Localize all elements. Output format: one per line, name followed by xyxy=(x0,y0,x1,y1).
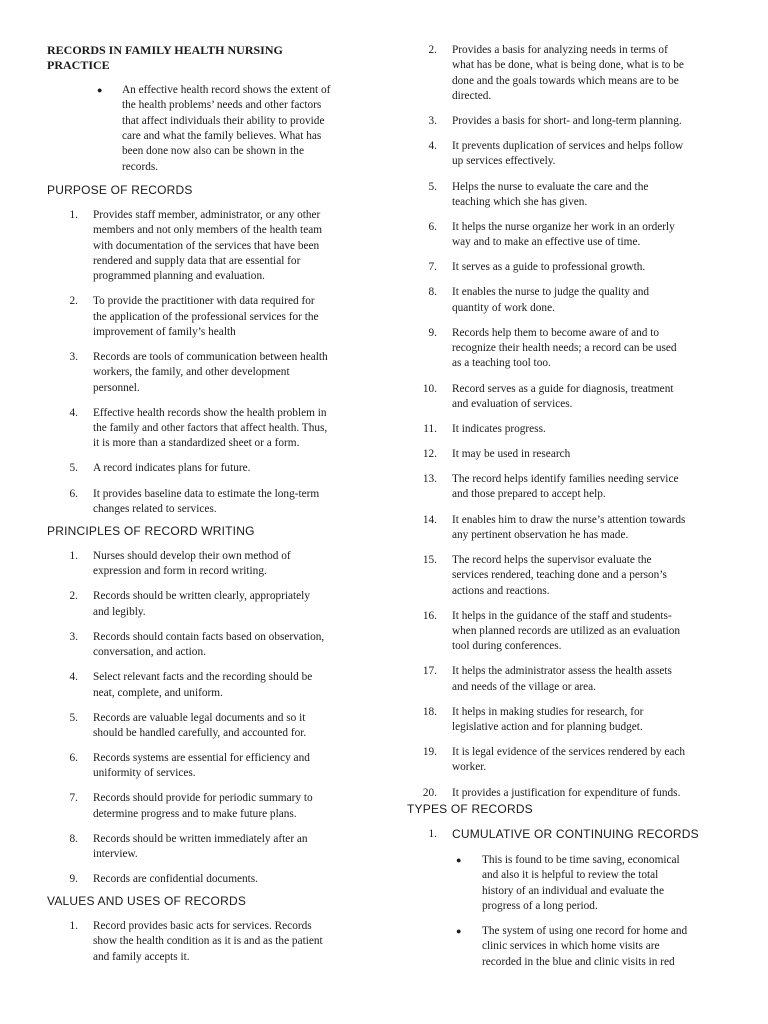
purpose-item-number: 2. xyxy=(69,295,78,308)
principle-item-number: 2. xyxy=(69,590,78,603)
value-item-item-text: Provides a basis for short- and long-term planning. xyxy=(452,115,682,127)
value-item-number: 17. xyxy=(422,665,437,678)
purpose-item-item-text: the family and other factors that affect health. Thus, xyxy=(93,422,328,434)
principle-item-item-text: Records should provide for periodic summary to xyxy=(93,792,313,805)
value-item-item-text: It may be used in research xyxy=(452,448,571,460)
value-item-item-text: Provides a basis for analyzing needs in terms of xyxy=(452,44,668,56)
value-item-item-text: teaching which she has given. xyxy=(452,195,588,208)
intro-bullet-text: records. xyxy=(122,160,159,173)
value-item-item-text: It helps in the guidance of the staff and students- xyxy=(452,609,672,622)
purpose-item-item-text: personnel. xyxy=(93,381,140,394)
value-item-number: 7. xyxy=(428,261,437,274)
value-item-item-text: what has be done, what is being done, what is to be xyxy=(452,59,684,72)
purpose-item-item-text: programmed planning and evaluation. xyxy=(93,270,265,283)
value-item-item-text: It helps in making studies for research, for xyxy=(452,705,644,718)
purpose-item-number: 1. xyxy=(69,209,78,221)
types-bullet-text: This is found to be time saving, economical xyxy=(482,854,680,866)
value-item-item-text: It provides a justification for expenditure of funds. xyxy=(452,786,681,799)
principle-item-item-text: determine progress and to make future plans. xyxy=(93,807,297,820)
principle-item-number: 7. xyxy=(69,792,78,805)
types-bullet-text: and also it is helpful to review the total xyxy=(482,869,659,882)
principle-item-number: 5. xyxy=(69,711,78,724)
purpose-item-number: 3. xyxy=(69,351,78,363)
section-heading-purpose: PURPOSE OF RECORDS xyxy=(47,183,193,197)
principle-item-number: 3. xyxy=(69,630,78,643)
value-item-item-text: services rendered, teaching done and a person’s xyxy=(452,569,667,582)
types-sub-heading: CUMULATIVE OR CONTINUING RECORDS xyxy=(452,827,699,841)
page-title: PRACTICE xyxy=(47,58,110,72)
purpose-item-item-text: A record indicates plans for future. xyxy=(93,462,251,475)
value-item-number: 20. xyxy=(422,786,437,799)
bullet-icon: ● xyxy=(97,85,103,95)
value-item-number: 18. xyxy=(422,705,437,718)
bullet-icon: ● xyxy=(456,855,462,865)
principle-item-item-text: neat, complete, and uniform. xyxy=(93,686,223,699)
value-item-item-text: It enables him to draw the nurse’s attention towards xyxy=(452,513,686,526)
section-heading-values: VALUES AND USES OF RECORDS xyxy=(47,894,247,908)
value-item-item-text: as a teaching tool too. xyxy=(452,357,551,370)
purpose-item-item-text: rendered and supply data that are essential for xyxy=(93,254,301,267)
purpose-item-item-text: It provides baseline data to estimate the long-term xyxy=(93,487,320,500)
value-item-number: 10. xyxy=(422,382,437,395)
value-item-item-text: It helps the administrator assess the health assets xyxy=(452,665,672,678)
value-item-item-text: quantity of work done. xyxy=(452,301,555,314)
principle-item-item-text: Select relevant facts and the recording should be xyxy=(93,671,313,684)
value-item-number: 8. xyxy=(428,286,437,299)
value-item-item-text: The record helps identify families needing service xyxy=(452,473,679,486)
value-item-number: 15. xyxy=(422,553,437,566)
value-item-number: 19. xyxy=(422,746,437,759)
section-heading-principles: PRINCIPLES OF RECORD WRITING xyxy=(47,524,255,538)
value-item-number: 3. xyxy=(428,115,437,127)
section-heading-types: TYPES OF RECORDS xyxy=(407,802,533,816)
value-item-item-text: when planned records are utilized as an evaluation xyxy=(452,624,681,637)
types-bullet-text: history of an individual and evaluate the xyxy=(482,884,664,897)
purpose-item-number: 4. xyxy=(69,406,78,419)
value-item-item-text: Record serves as a guide for diagnosis, treatment xyxy=(452,382,674,395)
types-bullet-text: progress of a long period. xyxy=(482,899,598,912)
value-item-item-text: way and to make an effective use of time. xyxy=(452,236,641,249)
value-item-item-text: up services effectively. xyxy=(452,155,556,168)
principle-item-item-text: Records are valuable legal documents and so it xyxy=(93,711,306,724)
intro-bullet-text: that affect individuals their ability to provide xyxy=(122,114,325,127)
purpose-item-item-text: To provide the practitioner with data required for xyxy=(93,295,315,308)
value-item-item-text: and evaluation of services. xyxy=(452,397,573,410)
value-item-item-text: It prevents duplication of services and helps follow xyxy=(452,140,684,153)
principle-item-number: 6. xyxy=(69,752,78,764)
value-item-number: 4. xyxy=(428,140,437,153)
principle-item-item-text: should be handled carefully, and accounted for. xyxy=(93,726,307,739)
principle-item-item-text: expression and form in record writing. xyxy=(93,565,267,578)
intro-bullet-text: An effective health record shows the extent of xyxy=(122,84,331,96)
value-item-number: 14. xyxy=(422,513,437,526)
purpose-item-item-text: Effective health records show the health problem in xyxy=(93,406,327,419)
value-item-number: 13. xyxy=(422,473,437,486)
value-item-item-text: It is legal evidence of the services rendered by each xyxy=(452,746,686,759)
value-item-number: 5. xyxy=(428,180,437,193)
types-sub-number: 1. xyxy=(428,828,437,840)
types-bullet-text: recorded in the blue and clinic visits in red xyxy=(482,955,675,968)
value-item-item-text: It indicates progress. xyxy=(452,422,546,435)
principle-item-item-text: and legibly. xyxy=(93,605,146,618)
principle-item-item-text: Records should be written immediately after an xyxy=(93,832,308,845)
bullet-icon: ● xyxy=(456,926,462,936)
value-item-item-text: recognize their health needs; a record can be used xyxy=(452,342,677,355)
value-item-number: 9. xyxy=(428,326,437,339)
purpose-item-item-text: the application of the professional services for the xyxy=(93,310,319,323)
value-item-number: 1. xyxy=(69,920,78,932)
purpose-item-item-text: members and not only members of the health team xyxy=(93,224,323,237)
purpose-item-number: 6. xyxy=(69,487,78,500)
value-item-item-text: directed. xyxy=(452,89,492,102)
value-item-item-text: done and the goals towards which means are to be xyxy=(452,74,679,87)
types-bullet-text: clinic services in which home visits are xyxy=(482,940,660,953)
value-item-item-text: It serves as a guide to professional growth. xyxy=(452,261,646,274)
intro-bullet-text: care and what the family believes. What has xyxy=(122,129,322,142)
principle-item-item-text: Nurses should develop their own method of xyxy=(93,550,291,562)
principle-item-item-text: uniformity of services. xyxy=(93,767,196,780)
types-bullet-text: The system of using one record for home and xyxy=(482,925,688,937)
purpose-item-item-text: Records are tools of communication between health xyxy=(93,351,328,363)
value-item-number: 6. xyxy=(428,220,437,233)
value-item-item-text: The record helps the supervisor evaluate the xyxy=(452,553,652,566)
value-item-item-text: any pertinent observation he has made. xyxy=(452,528,629,541)
purpose-item-item-text: changes related to services. xyxy=(93,502,217,515)
value-item-text: Record provides basic acts for services. Records xyxy=(93,920,312,932)
value-item-item-text: and those prepared to accept help. xyxy=(452,488,606,501)
value-item-item-text: tool during conferences. xyxy=(452,640,562,653)
value-item-item-text: worker. xyxy=(452,761,487,774)
value-item-text: and family accepts it. xyxy=(93,950,190,963)
purpose-item-number: 5. xyxy=(69,462,78,475)
page-title: RECORDS IN FAMILY HEALTH NURSING xyxy=(47,43,283,57)
value-item-item-text: It enables the nurse to judge the quality and xyxy=(452,286,650,299)
purpose-item-item-text: it is more than a standardized sheet or a form. xyxy=(93,437,300,450)
value-item-item-text: It helps the nurse organize her work in an orderly xyxy=(452,220,675,233)
intro-bullet-text: been done now also can be shown in the xyxy=(122,145,304,158)
value-item-item-text: legislative action and for planning budget. xyxy=(452,721,643,733)
intro-bullet-text: the health problems’ needs and other factors xyxy=(122,99,322,112)
principle-item-number: 8. xyxy=(69,832,78,845)
principle-item-item-text: Records are confidential documents. xyxy=(93,873,259,886)
value-item-number: 2. xyxy=(428,44,437,56)
value-item-item-text: actions and reactions. xyxy=(452,584,550,597)
value-item-number: 16. xyxy=(422,609,437,622)
purpose-item-item-text: workers, the family, and other development xyxy=(93,366,290,379)
principle-item-item-text: Records systems are essential for efficiency and xyxy=(93,752,310,764)
value-item-item-text: Records help them to become aware of and to xyxy=(452,326,660,339)
principle-item-item-text: Records should contain facts based on observation, xyxy=(93,630,325,643)
purpose-item-item-text: improvement of family’s health xyxy=(93,325,236,338)
principle-item-number: 4. xyxy=(69,671,78,684)
purpose-item-item-text: Provides staff member, administrator, or any other xyxy=(93,209,321,221)
principle-item-item-text: interview. xyxy=(93,848,138,861)
value-item-text: show the health condition as it is and as the patient xyxy=(93,935,323,948)
value-item-number: 11. xyxy=(423,422,437,435)
principle-item-item-text: conversation, and action. xyxy=(93,646,206,659)
value-item-number: 12. xyxy=(422,448,437,460)
principle-item-number: 1. xyxy=(69,550,78,562)
principle-item-number: 9. xyxy=(69,873,78,886)
value-item-item-text: and needs of the village or area. xyxy=(452,680,596,693)
value-item-item-text: Helps the nurse to evaluate the care and the xyxy=(452,180,649,193)
principle-item-item-text: Records should be written clearly, appropriately xyxy=(93,590,310,603)
purpose-item-item-text: with documentation of the services that have been xyxy=(93,239,320,252)
